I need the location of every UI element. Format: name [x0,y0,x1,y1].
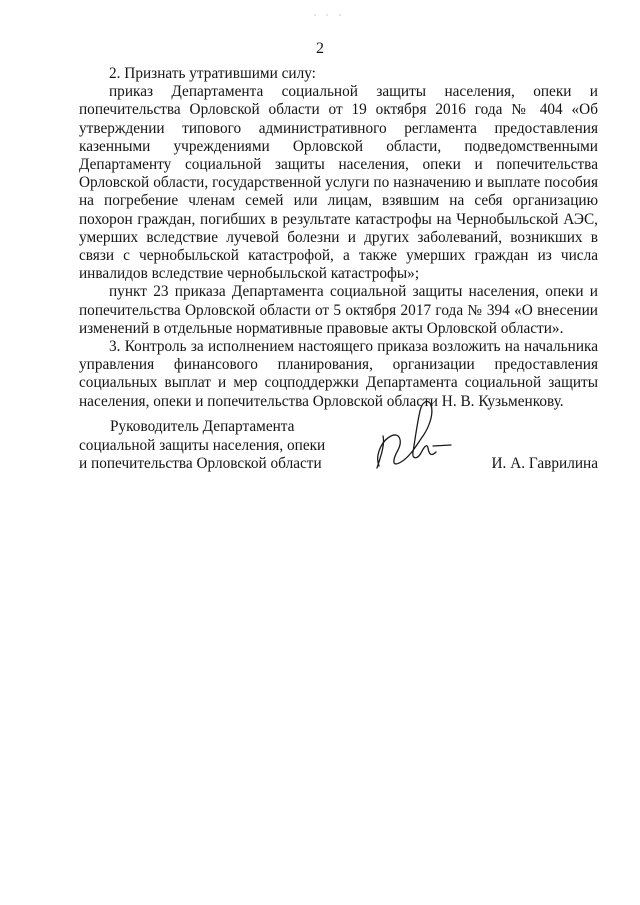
paragraph-repealed-order-404: приказ Департамента социальной защиты населения, опеки и попечительства Орловской области от 19 октября 2016 года № 404 «Об утверждении типового административного регламента предоставления казенными учреждениями Орловской области, подведомственными Департаменту социальной защиты населения, опеки и попечительства Орловской области, государственной услуги по назначению и выплате пособия на погребение членам семей или лицам, взявшим на себя организацию похорон граждан, погибших в результате катастрофы на Чернобыльской АЭС, умерших вследствие лучевой болезни и других заболеваний, возникших в связи с чернобыльской катастрофой, а также умерших граждан из числа инвалидов вследствие чернобыльской катастрофы»; [79,83,598,283]
signer-position-line: и попечительства Орловской области [79,455,322,473]
page-number: 2 [316,40,324,57]
paragraph-item-3-control: 3. Контроль за исполнением настоящего приказа возложить на начальника управления финансового планирования, организации предоставления социальных выплат и мер соцподдержки Департамента социальной защиты населения, опеки и попечительства Орловской области Н. В. Кузьменкову. [79,338,598,410]
signer-name: И. А. Гаврилина [491,455,598,472]
paragraph-repealed-clause-23: пункт 23 приказа Департамента социальной защиты населения, опеки и попечительства Орловской области от 5 октября 2017 года № 394 «О внесении изменений в отдельные нормативные правовые акты Орловской области». [79,283,598,337]
signer-position-line: социальной защиты населения, опеки [79,436,326,454]
handwritten-signature [371,396,466,478]
signer-position [79,418,349,474]
document-body [79,65,598,411]
signature-block [79,418,598,488]
scan-artifact-marks [313,4,343,8]
signer-position-line: Руководитель Департамента [110,418,295,435]
paragraph-item-2: 2. Признать утратившими силу: [109,65,316,82]
